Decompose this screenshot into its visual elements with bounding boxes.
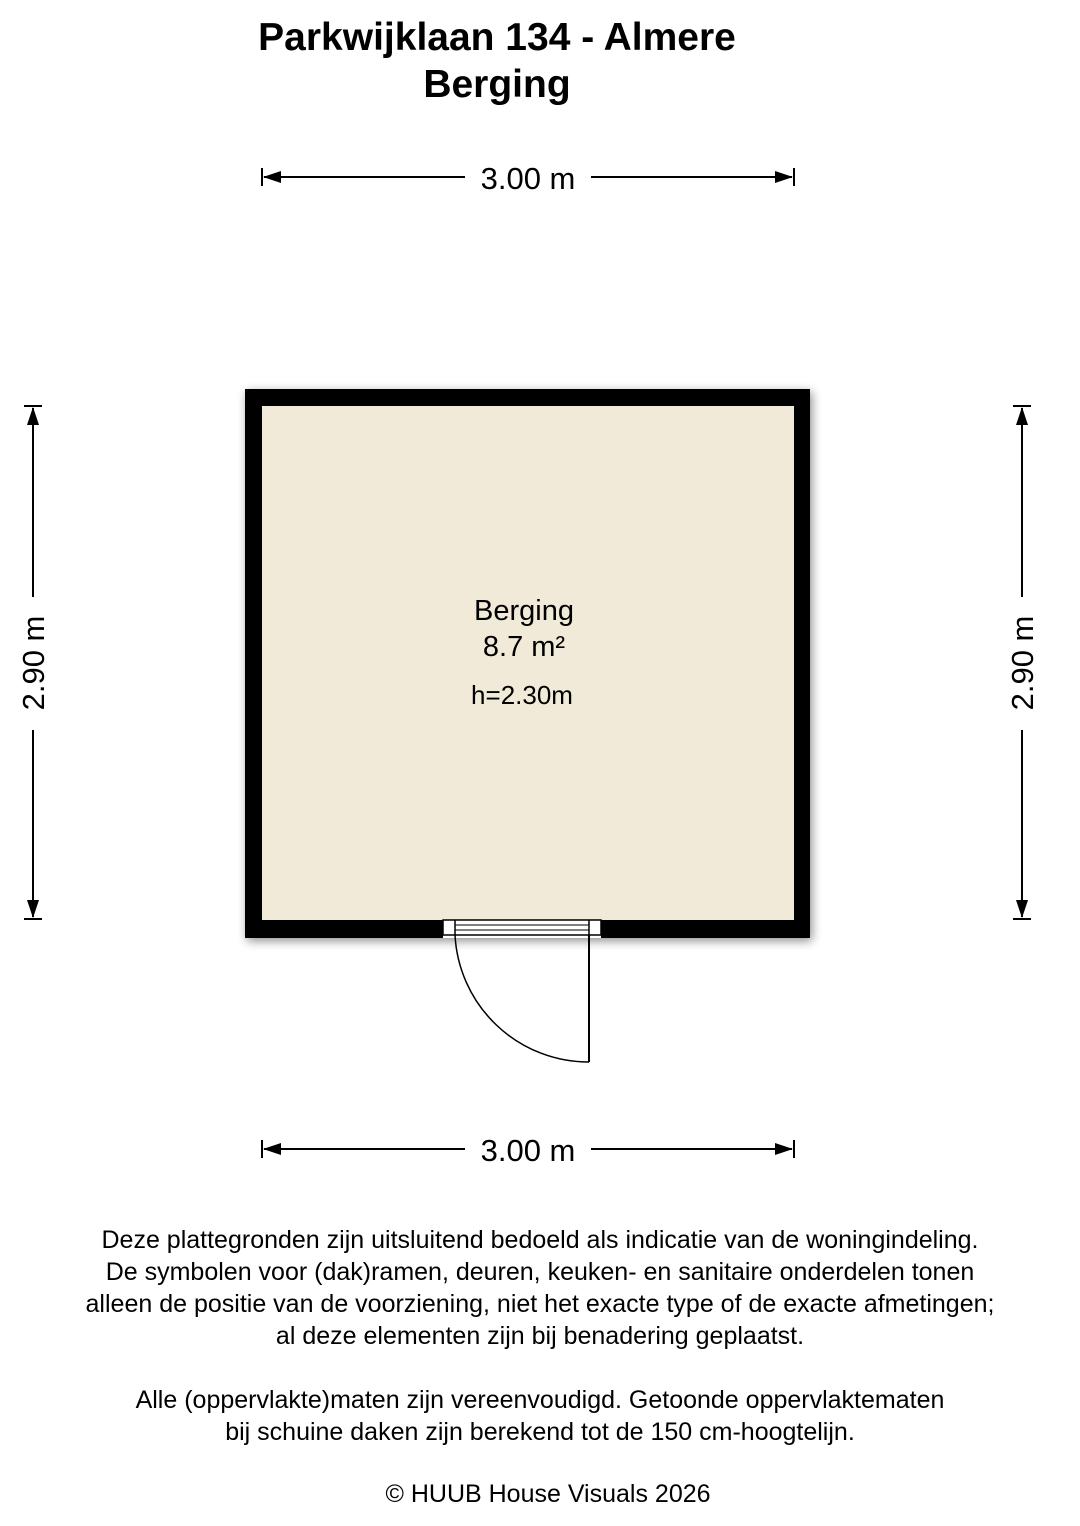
disclaimer-line: Alle (oppervlakte)maten zijn vereenvoudigd. Getoonde oppervlaktematen bbox=[135, 1386, 945, 1414]
dimension-left bbox=[16, 406, 51, 919]
room-name: Berging bbox=[474, 595, 574, 627]
disclaimer-line: Deze plattegronden zijn uitsluitend bedoeld als indicatie van de woningindeling. bbox=[101, 1226, 979, 1254]
room-area: 8.7 m² bbox=[482, 631, 566, 663]
dimension-top bbox=[262, 161, 794, 196]
disclaimer-paragraph-2 bbox=[0, 1384, 1080, 1448]
disclaimer-line: alleen de positie van de voorziening, niet het exacte type of de exacte afmetingen; bbox=[85, 1290, 995, 1318]
disclaimer-line: De symbolen voor (dak)ramen, deuren, keuken- en sanitaire onderdelen tonen bbox=[105, 1258, 975, 1286]
dimension-right-label: 2.90 m bbox=[1005, 615, 1040, 711]
dimension-bottom bbox=[262, 1133, 794, 1168]
floor-title: Berging bbox=[423, 63, 571, 106]
dimension-bottom-label: 3.00 m bbox=[480, 1133, 576, 1168]
dimension-top-label: 3.00 m bbox=[480, 161, 576, 196]
disclaimer-line: bij schuine daken zijn berekend tot de 150 cm-hoogtelijn. bbox=[225, 1418, 855, 1446]
dimension-right bbox=[1005, 406, 1040, 919]
dimension-left-label: 2.90 m bbox=[16, 615, 51, 711]
copyright-notice: © HUUB House Visuals 2026 bbox=[385, 1480, 711, 1508]
disclaimer-line: al deze elementen zijn bij benadering geplaatst. bbox=[275, 1322, 805, 1350]
room-floor bbox=[262, 406, 794, 920]
disclaimer-paragraph-1 bbox=[0, 1224, 1080, 1352]
room-height: h=2.30m bbox=[471, 680, 573, 710]
page-title: Parkwijklaan 134 - Almere bbox=[258, 16, 736, 59]
door bbox=[443, 920, 601, 1062]
